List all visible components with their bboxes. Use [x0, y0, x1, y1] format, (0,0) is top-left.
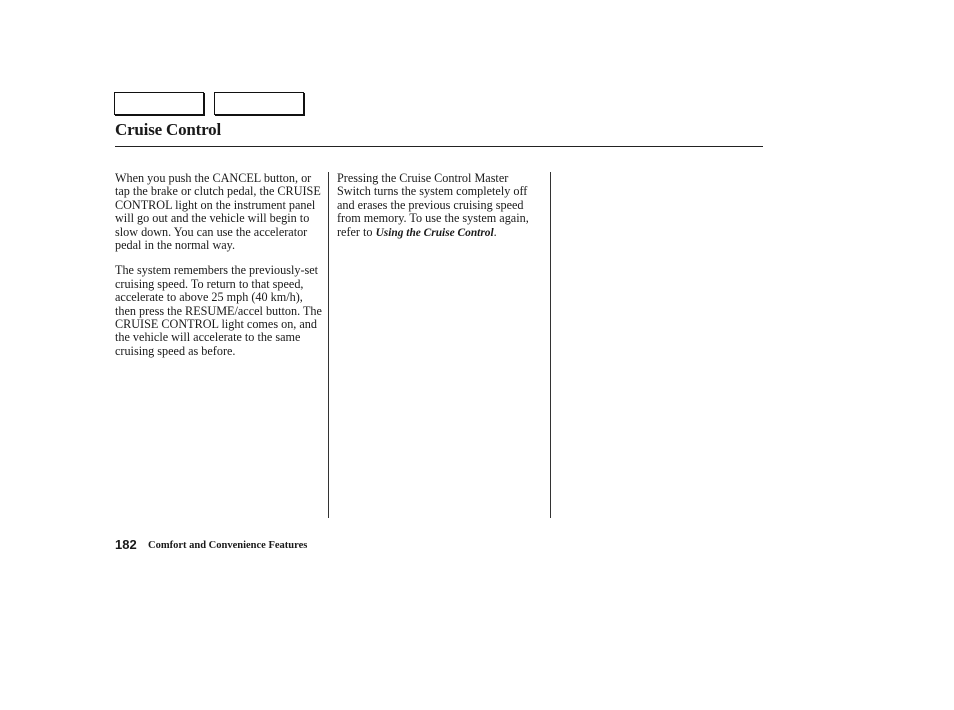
- column-divider-2: [550, 172, 551, 518]
- master-switch-text: Pressing the Cruise Control Master Switch turns the system completely off and erases the previous cruising speed from memory. To use the system again, refer to: [337, 171, 529, 239]
- paragraph-resume: The system remembers the previously-set cruising speed. To return to that speed, accelerate to above 25 mph (40 km/h), then press the RESUME/accel button. The CRUISE CONTROL light comes on, and the vehicle will accelerate to the same cruising speed as before.: [115, 263, 322, 358]
- text-column-2: [337, 172, 544, 252]
- nav-tab-box-2[interactable]: [214, 92, 304, 115]
- page-number: 182: [115, 537, 137, 552]
- end-punctuation: .: [493, 224, 497, 239]
- footer-section-name: Comfort and Convenience Features: [148, 540, 308, 551]
- reference-link[interactable]: Using the Cruise Control: [375, 226, 494, 239]
- nav-tab-box-1[interactable]: [114, 92, 204, 115]
- page-title: Cruise Control: [115, 120, 221, 139]
- column-divider-1: [328, 172, 329, 518]
- paragraph-cancel: When you push the CANCEL button, or tap the brake or clutch pedal, the CRUISE CONTROL light on the instrument panel will go out and the vehicle will begin to slow down. You can use the accelerator pedal in the normal way.: [115, 171, 321, 253]
- paragraph-master-switch: [337, 172, 544, 240]
- title-divider: [115, 146, 763, 147]
- text-column-1: [115, 172, 325, 370]
